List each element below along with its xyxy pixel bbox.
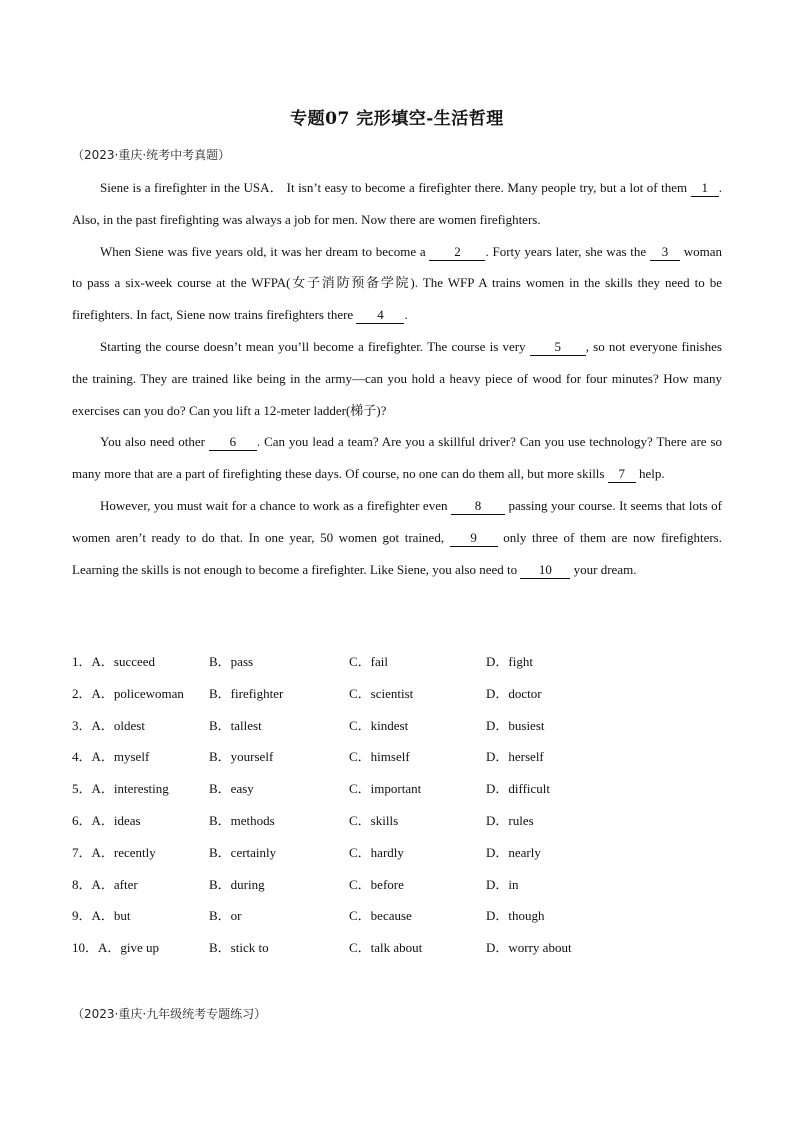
page-title: 专题07 完形填空-生活哲理 [290, 109, 504, 129]
passage-text: passing your course. It seems that lots of women aren’t ready to do that. In one year, 50 women got trained, [72, 497, 722, 545]
passage-paragraph [72, 490, 722, 585]
passage-text: your dream. [570, 561, 637, 577]
passage-text: Starting the course doesn’t mean you’ll become a firefighter. The course is very [100, 338, 530, 354]
passage-text: help. [635, 466, 665, 482]
option-a: 10．A．give up [72, 940, 160, 956]
option-c: C．before [349, 876, 404, 892]
blank-4: 4 [356, 307, 404, 324]
option-row [72, 682, 722, 714]
passage-text: When Siene was five years old, it was her dream to become a [100, 243, 430, 259]
passage-text: You also need other [100, 434, 209, 450]
option-d: D．difficult [486, 781, 551, 797]
passage-text: . Can you lead a team? Are you a skillful driver? Can you use technology? There are so many more that are a part of firefighting these days. Of course, no one can do them all, but more skills [72, 434, 723, 482]
option-b: B．easy [209, 781, 254, 797]
passage-text: . Forty years later, she was the [485, 243, 650, 259]
option-d: D．herself [486, 749, 544, 765]
option-b: B．certainly [209, 844, 277, 860]
option-a: 3．A．oldest [72, 717, 145, 733]
question-source: （2023·重庆·统考中考真题） [72, 148, 231, 162]
option-row [72, 650, 722, 682]
option-row [72, 873, 722, 905]
option-d: D．busiest [486, 717, 545, 733]
option-row [72, 809, 722, 841]
option-b: B．or [209, 908, 242, 924]
option-b: B．during [209, 876, 265, 892]
option-a: 7．A．recently [72, 844, 156, 860]
option-c: C．talk about [349, 940, 423, 956]
option-b: B．yourself [209, 749, 274, 765]
option-a: 4．A．myself [72, 749, 150, 765]
option-b: B．firefighter [209, 685, 284, 701]
question-source: （2023·重庆·九年级统考专题练习） [72, 1007, 267, 1021]
option-row [72, 777, 722, 809]
blank-3: 3 [650, 244, 680, 261]
option-c: C．scientist [349, 685, 414, 701]
blank-10: 10 [520, 562, 570, 579]
option-c: C．important [349, 781, 422, 797]
passage-paragraph [72, 331, 722, 426]
blank-9: 9 [450, 530, 498, 547]
passage-paragraph [72, 172, 722, 236]
passage-text: . Also, in the past firefighting was always a job for men. Now there are women firefighters. [72, 180, 722, 227]
option-a: 9．A．but [72, 908, 131, 924]
option-d: D．rules [486, 812, 534, 828]
option-row [72, 936, 722, 968]
option-row [72, 841, 722, 873]
cloze-passage [72, 172, 722, 585]
passage-text: woman to pass a six-week course at the WFPA(女子消防预备学院). The WFP A trains women in the skills they need to be firefighters. In fact, Siene now trains firefighters there [72, 243, 722, 323]
passage-paragraph [72, 236, 722, 331]
option-a: 1．A．succeed [72, 654, 156, 669]
option-row [72, 904, 722, 936]
passage-text: , so not everyone finishes the training. They are trained like being in the army—can you hold a heavy piece of wood for four minutes? How many exercises can you do? Can you lift a 12-meter ladder(梯子)? [72, 338, 722, 418]
option-d: D．fight [486, 654, 533, 669]
option-a: 6．A．ideas [72, 812, 141, 828]
option-a: 2．A．policewoman [72, 685, 184, 701]
option-c: C．hardly [349, 844, 404, 860]
option-d: D．nearly [486, 844, 541, 860]
option-a: 5．A．interesting [72, 781, 169, 797]
blank-1: 1 [691, 180, 719, 197]
passage-paragraph [72, 426, 722, 490]
blank-8: 8 [451, 498, 505, 515]
answer-options [72, 650, 722, 968]
option-d: D．doctor [486, 685, 542, 701]
option-b: B．pass [209, 654, 254, 669]
blank-7: 7 [608, 466, 636, 483]
passage-text: However, you must wait for a chance to work as a firefighter even [100, 497, 451, 513]
option-c: C．fail [349, 654, 388, 669]
blank-6: 6 [209, 434, 257, 451]
option-d: D．in [486, 876, 519, 892]
option-a: 8．A．after [72, 876, 138, 892]
passage-text: Siene is a firefighter in the USA． It isn’t easy to become a firefighter there. Many people try, but a lot of them [100, 180, 691, 195]
passage-text: . [404, 307, 408, 323]
blank-5: 5 [530, 339, 586, 356]
option-b: B．tallest [209, 717, 262, 733]
option-c: C．because [349, 908, 412, 924]
option-c: C．kindest [349, 717, 409, 733]
option-row [72, 745, 722, 777]
blank-2: 2 [429, 244, 485, 261]
option-d: D．worry about [486, 940, 572, 956]
option-row [72, 714, 722, 746]
option-c: C．himself [349, 749, 410, 765]
option-d: D．though [486, 908, 545, 924]
option-b: B．stick to [209, 940, 269, 956]
option-b: B．methods [209, 812, 275, 828]
option-c: C．skills [349, 812, 399, 828]
passage-text: only three of them are now firefighters. Learning the skills is not enough to become a firefighter. Like Siene, you also need to [72, 529, 722, 577]
